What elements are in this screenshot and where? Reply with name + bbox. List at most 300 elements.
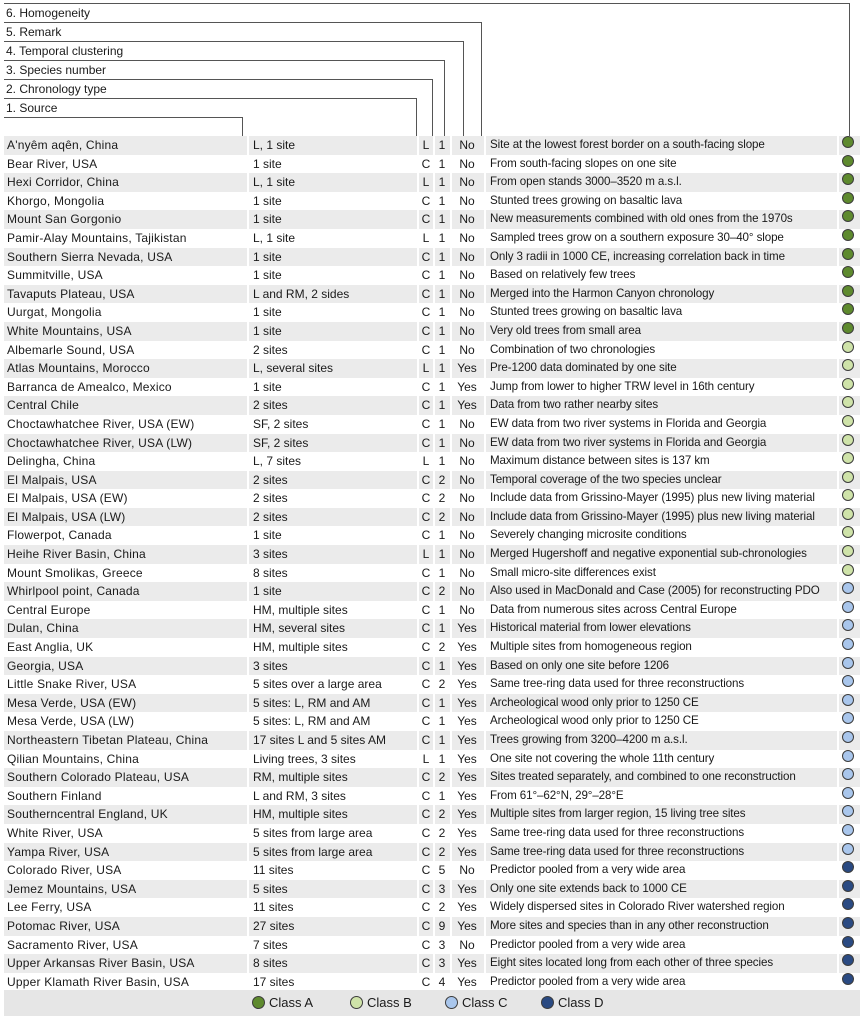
column-separator [247,750,249,769]
column-separator [837,545,839,564]
column-separator [433,638,435,657]
homogeneity-class-dot [842,173,854,185]
table-row [4,322,860,341]
table-row [4,192,860,211]
species-number-cell: 1 [438,361,446,376]
table-row [4,248,860,267]
remark-cell: New measurements combined with old ones from the 1970s [490,212,793,226]
column-separator [417,731,419,750]
column-separator [450,805,452,824]
table-row [4,415,860,434]
column-separator [247,489,249,508]
column-separator [433,173,435,192]
chronology-type-cell: C [421,193,431,208]
column-separator [837,248,839,267]
homogeneity-class-dot [842,545,854,557]
column-separator [417,136,419,155]
column-separator [433,415,435,434]
detail-cell: 1 site [253,584,282,599]
temporal-clustering-cell: No [459,547,475,562]
column-separator [247,471,249,490]
species-number-cell: 1 [438,398,446,413]
column-separator [433,229,435,248]
column-separator [837,936,839,955]
column-separator [484,526,486,545]
column-separator [484,619,486,638]
column-separator [417,359,419,378]
column-separator [837,192,839,211]
column-separator [433,582,435,601]
column-separator [450,619,452,638]
species-number-cell: 3 [438,956,446,971]
column-separator [433,657,435,676]
column-separator [837,341,839,360]
legend-dot-icon [350,996,363,1009]
source-cell: A'nyêm aqên, China [7,138,119,152]
homogeneity-class-dot [842,898,854,910]
column-separator [433,731,435,750]
homogeneity-class-dot [842,805,854,817]
source-cell: Mount San Gorgonio [7,212,122,227]
species-number-cell: 1 [438,379,446,394]
column-separator [484,638,486,657]
column-separator [417,917,419,936]
column-separator [450,266,452,285]
temporal-clustering-cell: Yes [457,825,477,840]
column-separator [450,843,452,862]
temporal-clustering-cell: Yes [457,398,477,413]
source-cell: Southerncentral England, UK [7,807,168,822]
legend-label: Class B [367,995,412,1010]
column-separator [484,973,486,992]
column-separator [484,136,486,155]
species-number-cell: 1 [438,454,446,469]
header-remark: 5. Remark [6,25,62,39]
remark-cell: Temporal coverage of the two species unclear [490,472,722,486]
column-separator [450,359,452,378]
source-cell: Mount Smolikas, Greece [7,565,143,580]
source-cell: Yampa River, USA [7,844,110,859]
species-number-cell: 1 [438,733,446,747]
temporal-clustering-cell: No [459,138,475,152]
remark-cell: Also used in MacDonald and Case (2005) for reconstructing PDO [490,584,820,598]
homogeneity-class-dot [842,657,854,669]
table-row [4,545,860,564]
detail-cell: 1 site [253,379,282,394]
column-separator [484,210,486,229]
remark-cell: Severely changing microsite conditions [490,528,687,542]
column-separator [247,452,249,471]
column-separator [450,582,452,601]
homogeneity-class-dot [842,341,854,353]
column-separator [417,341,419,360]
temporal-clustering-cell: Yes [457,714,477,729]
column-separator [837,322,839,341]
column-separator [837,415,839,434]
column-separator [837,266,839,285]
column-separator [247,917,249,936]
column-separator [433,378,435,397]
column-separator [450,341,452,360]
homogeneity-class-dot [842,136,854,148]
source-cell: Georgia, USA [7,658,84,673]
detail-cell: 1 site [253,156,282,171]
species-number-cell: 1 [438,435,446,450]
chronology-type-cell: C [421,974,431,989]
temporal-clustering-cell: No [459,491,475,506]
column-separator [450,750,452,769]
column-separator [433,675,435,694]
species-number-cell: 3 [438,937,446,952]
column-separator [484,805,486,824]
column-separator [417,564,419,583]
table-row [4,843,860,862]
source-cell: Jemez Mountains, USA [7,881,137,896]
homogeneity-class-dot [842,843,854,855]
source-cell: Dulan, China [7,621,79,636]
source-cell: Choctawhatchee River, USA (LW) [7,435,193,450]
source-cell: Southern Colorado Plateau, USA [7,770,190,785]
remark-cell: EW data from two river systems in Florida and Georgia [490,416,767,430]
remark-cell: More sites and species than in any other reconstruction [490,918,769,932]
column-separator [484,471,486,490]
column-separator [837,917,839,936]
chronology-type-cell: C [421,733,431,747]
temporal-clustering-cell: Yes [457,844,477,859]
chronology-type-cell: C [421,286,431,301]
column-separator [417,805,419,824]
column-separator [417,973,419,992]
temporal-clustering-cell: No [459,268,475,283]
remark-cell: Predictor pooled from a very wide area [490,937,686,951]
species-number-cell: 1 [438,305,446,320]
remark-cell: Site at the lowest forest border on a south-facing slope [490,138,765,151]
legend-dot-icon [252,996,265,1009]
column-separator [417,210,419,229]
temporal-clustering-cell: No [459,175,475,190]
temporal-clustering-cell: No [459,342,475,357]
chronology-type-cell: C [421,714,431,729]
remark-cell: One site not covering the whole 11th century [490,751,715,765]
column-separator [247,657,249,676]
column-separator [450,471,452,490]
column-separator [433,861,435,880]
temporal-clustering-cell: Yes [457,751,477,766]
homogeneity-class-dot [842,601,854,613]
species-number-cell: 1 [438,695,446,710]
column-separator [450,657,452,676]
column-separator [417,285,419,304]
table-row [4,768,860,787]
column-separator [484,564,486,583]
chronology-type-cell: L [422,230,430,245]
column-separator [247,526,249,545]
column-separator [247,192,249,211]
column-separator [247,359,249,378]
column-separator [417,768,419,787]
column-separator [247,619,249,638]
detail-cell: 2 sites [253,342,288,357]
column-separator [247,285,249,304]
column-separator [450,378,452,397]
column-separator [450,601,452,620]
column-separator [433,824,435,843]
column-separator [433,359,435,378]
column-separator [484,712,486,731]
table-row [4,303,860,322]
bracket-line-source [4,117,242,118]
column-separator [433,434,435,453]
column-separator [417,638,419,657]
remark-cell: EW data from two river systems in Florida and Georgia [490,435,767,449]
homogeneity-class-dot [842,582,854,594]
table-row [4,824,860,843]
source-cell: Uurgat, Mongolia [7,305,102,320]
homogeneity-class-dot [842,285,854,297]
column-separator [433,508,435,527]
source-cell: El Malpais, USA [7,472,97,487]
species-number-cell: 1 [438,547,446,562]
species-number-cell: 2 [438,900,446,915]
bracket-drop-chronology [432,79,433,136]
column-separator [417,582,419,601]
homogeneity-class-dot [842,526,854,538]
column-separator [417,545,419,564]
detail-cell: 1 site [253,212,282,227]
temporal-clustering-cell: Yes [457,956,477,971]
chronology-type-cell: C [421,658,431,673]
column-separator [433,936,435,955]
column-separator [484,582,486,601]
table-row [4,954,860,973]
chronology-type-cell: C [421,956,431,971]
column-separator [837,582,839,601]
column-separator [484,898,486,917]
source-cell: Bear River, USA [7,156,98,171]
detail-cell: 2 sites [253,472,288,487]
header-species-number: 3. Species number [6,63,107,77]
column-separator [484,248,486,267]
chronology-type-cell: C [421,900,431,915]
remark-cell: Based on relatively few trees [490,268,636,282]
remark-cell: From south-facing slopes on one site [490,156,677,170]
temporal-clustering-cell: Yes [457,788,477,803]
bracket-drop-source [242,117,243,136]
column-separator [450,712,452,731]
chronology-type-cell: C [421,491,431,506]
homogeneity-class-dot [842,210,854,222]
species-number-cell: 2 [438,472,446,487]
chronology-type-cell: C [421,268,431,283]
species-number-cell: 1 [438,751,446,766]
detail-cell: SF, 2 sites [253,435,309,450]
homogeneity-class-dot [842,619,854,631]
remark-cell: Pre-1200 data dominated by one site [490,361,677,375]
chronology-type-cell: C [421,584,431,599]
column-separator [484,917,486,936]
source-cell: Mesa Verde, USA (EW) [7,695,137,710]
detail-cell: 17 sites L and 5 sites AM [253,733,386,747]
column-separator [247,434,249,453]
column-separator [247,712,249,731]
homogeneity-class-dot [842,638,854,650]
detail-cell: SF, 2 sites [253,416,309,431]
remark-cell: Combination of two chronologies [490,342,656,356]
species-number-cell: 1 [438,138,446,152]
detail-cell: 5 sites from large area [253,844,373,859]
source-cell: Whirlpool point, Canada [7,584,140,599]
column-separator [417,675,419,694]
detail-cell: 1 site [253,528,282,543]
detail-cell: L, several sites [253,361,334,376]
column-separator [417,526,419,545]
temporal-clustering-cell: No [459,249,475,264]
remark-cell: Sites treated separately, and combined to one reconstruction [490,770,796,784]
column-separator [484,694,486,713]
column-separator [417,322,419,341]
chronology-type-cell: C [421,472,431,487]
header-source: 1. Source [6,101,58,115]
column-separator [450,731,452,750]
detail-cell: 1 site [253,323,282,338]
column-separator [837,638,839,657]
species-number-cell: 1 [438,788,446,803]
species-number-cell: 1 [438,342,446,357]
detail-cell: 1 site [253,249,282,264]
species-number-cell: 1 [438,230,446,245]
column-separator [247,601,249,620]
bracket-drop-homogeneity [849,3,850,136]
source-cell: Southern Finland [7,788,102,803]
source-cell: Pamir-Alay Mountains, Tajikistan [7,230,187,245]
column-separator [484,378,486,397]
temporal-clustering-cell: No [459,416,475,431]
column-separator [484,861,486,880]
temporal-clustering-cell: Yes [457,695,477,710]
column-separator [433,973,435,992]
source-cell: White River, USA [7,825,103,840]
column-separator [484,303,486,322]
remark-cell: Include data from Grissino-Mayer (1995) plus new living material [490,491,815,505]
column-separator [417,173,419,192]
detail-cell: L, 7 sites [253,454,302,469]
column-separator [837,508,839,527]
source-cell: Central Europe [7,602,91,617]
homogeneity-class-dot [842,471,854,483]
column-separator [484,415,486,434]
column-separator [837,601,839,620]
homogeneity-class-dot [842,359,854,371]
remark-cell: Eight sites located long from each other of three species [490,956,774,970]
column-separator [433,712,435,731]
temporal-clustering-cell: Yes [457,807,477,822]
column-separator [417,192,419,211]
chronology-type-cell: C [421,435,431,450]
legend-label: Class D [558,995,604,1010]
source-cell: Hexi Corridor, China [7,175,120,190]
source-cell: Heihe River Basin, China [7,547,146,562]
species-number-cell: 9 [438,918,446,933]
temporal-clustering-cell: No [459,937,475,952]
table-row [4,508,860,527]
species-number-cell: 1 [438,621,446,636]
detail-cell: 17 sites [253,974,295,989]
species-number-cell: 2 [438,807,446,822]
column-separator [484,489,486,508]
column-separator [450,936,452,955]
temporal-clustering-cell: Yes [457,361,477,376]
column-separator [484,359,486,378]
chronology-type-cell: L [422,454,430,469]
column-separator [484,545,486,564]
column-separator [484,322,486,341]
column-separator [837,452,839,471]
column-separator [247,136,249,155]
column-separator [417,471,419,490]
column-separator [484,192,486,211]
chronology-type-cell: C [421,323,431,338]
detail-cell: 11 sites [253,863,294,878]
column-separator [450,545,452,564]
detail-cell: 11 sites [253,900,294,915]
chronology-type-cell: C [421,528,431,543]
column-separator [433,396,435,415]
column-separator [417,619,419,638]
temporal-clustering-cell: Yes [457,881,477,896]
temporal-clustering-cell: No [459,565,475,580]
homogeneity-class-dot [842,824,854,836]
column-separator [450,155,452,174]
species-number-cell: 1 [438,286,446,301]
table-row [4,731,860,750]
detail-cell: RM, multiple sites [253,770,348,785]
temporal-clustering-cell: Yes [457,677,477,692]
column-separator [484,341,486,360]
column-separator [837,768,839,787]
source-cell: Lee Ferry, USA [7,900,92,915]
column-separator [450,192,452,211]
species-number-cell: 1 [438,528,446,543]
source-cell: Summitville, USA [7,268,103,283]
species-number-cell: 2 [438,770,446,785]
column-separator [837,694,839,713]
column-separator [837,750,839,769]
column-separator [417,824,419,843]
chronology-type-cell: L [422,138,430,152]
remark-cell: Very old trees from small area [490,323,641,337]
column-separator [417,694,419,713]
column-separator [450,434,452,453]
bracket-drop-species [444,60,445,136]
table-body [4,136,860,991]
column-separator [484,731,486,750]
column-separator [417,657,419,676]
chronology-type-cell: C [421,788,431,803]
remark-cell: Archeological wood only prior to 1250 CE [490,695,699,709]
temporal-clustering-cell: Yes [457,974,477,989]
column-separator [433,843,435,862]
chronology-type-cell: L [422,547,430,562]
detail-cell: 2 sites [253,491,288,506]
remark-cell: From open stands 3000–3520 m a.s.l. [490,175,682,189]
source-cell: Northeastern Tibetan Plateau, China [7,733,209,747]
table-row [4,582,860,601]
column-separator [450,898,452,917]
column-separator [433,545,435,564]
table-row [4,359,860,378]
remark-cell: Based on only one site before 1206 [490,658,670,672]
table-row [4,285,860,304]
